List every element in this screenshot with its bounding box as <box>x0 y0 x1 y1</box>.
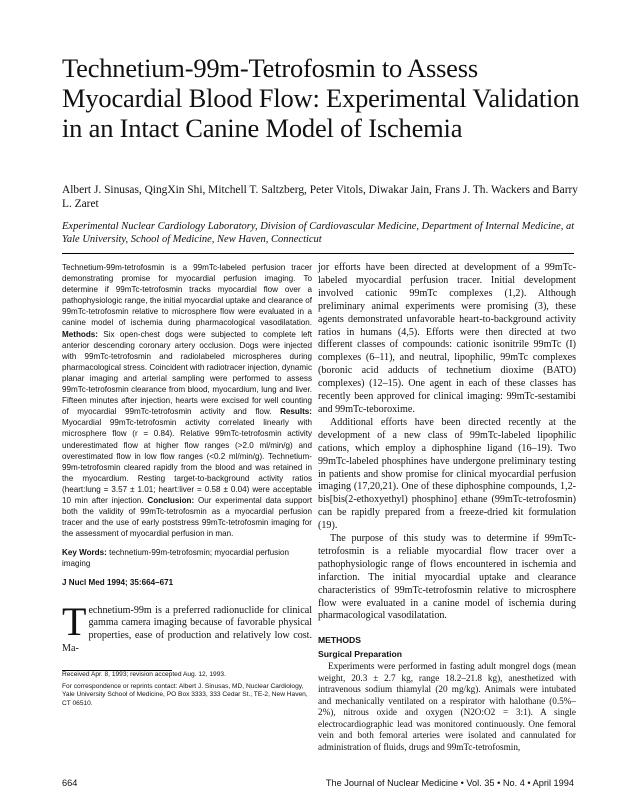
citation: J Nucl Med 1994; 35:664–671 <box>62 577 174 587</box>
keywords-label: Key Words: <box>62 548 107 558</box>
footnotes <box>62 671 312 708</box>
abstract-methods: Six open-chest dogs were subjected to complete left anterior descending coronary artery occlusion. Dogs were injected with 99mTc-tetrofosmin and radiolabeled microspheres during pharmacological stress. Coincident with radiotracer injection, dynamic planar imaging and arterial sampling were performed to assess 99mTc-tetrofosmin clearance from blood, myocardium, lung and liver. Fifteen minutes after injection, hearts were excised for well counting of myocardial 99mTc-tetrofosmin activity and flow. <box>62 329 312 417</box>
keywords-text: technetium-99m-tetrofosmin; myocardial perfusion imaging <box>62 548 290 569</box>
methods-heading: METHODS <box>318 635 361 646</box>
drop-cap: T <box>62 598 87 644</box>
body-paragraph: jor efforts have been directed at development of a 99mTc-labeled myocardial perfusion tracer. Initial development involved cationic 99mTc complexes (1,2). Although preliminary animal experiments were promising (3), these agents demonstrated unfavorable heart-to-background activity ratios in humans (4,5). Efforts were then directed at two different classes of compounds: cationic isonitrile 99mTc (I) complexes (6–11), and neutral, lipophilic, 99mTc complexes (boronic acid adducts of technetium dioxime (BATO) complexes) (12–15). One agent in each of these classes has recently been approved for clinical imaging: 99mTc-sestamibi and 99mTc-teboroxime. <box>318 262 576 415</box>
intro-text: echnetium-99m is a preferred radionuclide for clinical gamma camera imaging because of favorable physical properties, ease of production and relatively low cost. Ma- <box>62 604 312 655</box>
affiliation: Experimental Nuclear Cardiology Laboratory, Division of Cardiovascular Medicine, Department of Internal Medicine, at Yale University, School of Medicine, New Haven, Connecticut <box>62 221 575 245</box>
results-label: Results: <box>280 407 312 417</box>
body-paragraph: The purpose of this study was to determine if 99mTc-tetrofosmin is a reliable myocardial flow tracer over a pathophysiologic range of flows encountered in ischemia and infarction. The initial myocardial uptake and clearance characteristics of 99mTc-tetrofosmin relative to microsphere flow were evaluated in a canine model of ischemia during pharmacological vasodilatation. <box>318 533 576 622</box>
abstract <box>62 262 312 539</box>
journal-running-footer: The Journal of Nuclear Medicine • Vol. 35 • No. 4 • April 1994 <box>325 778 574 788</box>
page-number: 664 <box>62 778 78 788</box>
left-column <box>62 262 312 709</box>
abstract-intro: Technetium-99m-tetrofosmin is a 99mTc-labeled perfusion tracer demonstrating promise for myocardial perfusion imaging. To determine if 99mTc-tetrofosmin tracks myocardial flow over a pathophysiologic range, the initial myocardial uptake and clearance of 99mTc-tetrofosmin relative to microsphere flow were evaluated in a canine model of ischemia during pharmacological vasodilatation. <box>62 263 312 328</box>
author-list: Albert J. Sinusas, QingXin Shi, Mitchell T. Saltzberg, Peter Vitols, Diwakar Jain, Frans J. Th. Wackers and Barry L. Zaret <box>62 184 578 210</box>
article-title: Technetium-99m-Tetrofosmin to Assess Myocardial Blood Flow: Experimental Validation in an Intact Canine Model of Ischemia <box>62 53 580 143</box>
received-note: Received Apr. 8, 1993; revision accepted Aug. 12, 1993. <box>62 671 226 679</box>
abstract-text <box>62 262 312 539</box>
surgical-preparation-heading: Surgical Preparation <box>318 649 403 660</box>
conclusion-label: Conclusion: <box>147 495 195 505</box>
abstract-conclusion: Our experimental data support both the validity of 99mTc-tetrofosmin as a myocardial perfusion tracer and the use of early poststress 99mTc-tetrofosmin imaging for the assessment of myocardial perfusion in man. <box>62 495 313 539</box>
methods-label: Methods: <box>62 329 98 339</box>
header-rule <box>62 253 574 254</box>
abstract-results: Myocardial 99mTc-tetrofosmin activity correlated linearly with microsphere flow (r = 0.84). Relative 99mTc-tetrofosmin activity underestimated flow at higher flow ranges (>2.0 ml/min/g) and overestimated flow in low flow ranges (<0.2 ml/min/g). Technetium-99m-tetrofosmin cleared rapidly from the blood and was retained in the myocardium. Resting target-to-background activity ratios (heart:lung = 3.57 ± 1.01; heart:liver = 0.58 ± 0.04) were acceptable 10 min after injection. <box>62 418 312 505</box>
right-column <box>318 262 576 753</box>
intro-paragraph <box>62 598 312 657</box>
correspondence-note: For correspondence or reprints contact: Albert J. Sinusas, MD, Nuclear Cardiology, Yale University School of Medicine, PO Box 3333, 333 Cedar St., TE-2, New Haven, CT 06510. <box>62 682 308 707</box>
methods-paragraph: Experiments were performed in fasting adult mongrel dogs (mean weight, 20.3 ± 2.7 kg, range 18.2–21.8 kg), anesthetized with intravenous sodium thiamylal (20 mg/kg). Animals were intubated and mechanically ventilated on a respirator with halothane (0.5%–2%), nitrous oxide and oxygen (N2O:O2 = 3:1). A single electrocardiographic lead was monitored continuously. One femoral vein and both femoral arteries were isolated and cannulated for administration of fluids, drugs and 99mTc-tetrofosmin, <box>318 661 576 752</box>
keywords <box>62 547 312 569</box>
body-paragraph: Additional efforts have been directed recently at the development of a new class of 99mTc-labeled lipophilic cations, which employ a diphosphine ligand (16–19). Two 99mTc-labeled phosphines have undergone preliminary testing in patients and show promise for clinical myocardial perfusion imaging (17,20,21). One of these diphosphine compounds, 1,2-bis[bis(2-ethoxyethyl) phosphino] ethane (99mTc-tetrofosmin) can be rapidly prepared from a freeze-dried kit formulation (19). <box>318 416 576 532</box>
